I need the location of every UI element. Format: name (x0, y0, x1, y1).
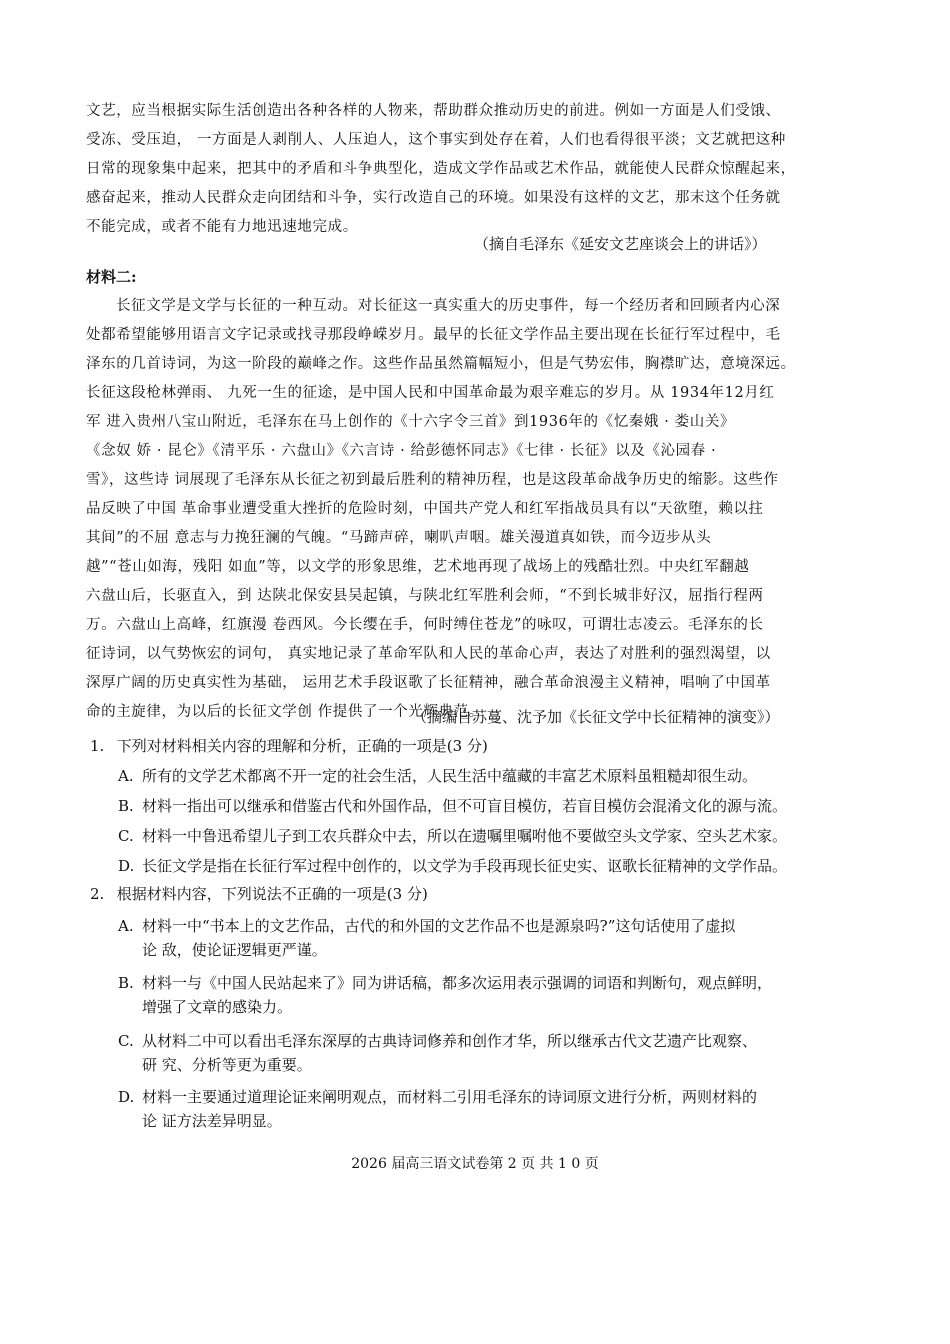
text-line: 雪》，这些诗 词展现了毛泽东从长征之初到最后胜利的精神历程，也是这段革命战争历史的缩影。这些作 (86, 472, 779, 488)
page-footer: 2026 届高三语文试卷第 2 页 共 1 0 页 (351, 1156, 599, 1172)
material2-source: （摘编自苏蔓、沈予加《长征文学中长征精神的演变》） (412, 708, 780, 726)
text-line: 军 进入贵州八宝山附近，毛泽东在马上创作的《十六字令三首》到1936年的《忆秦娥 · 娄山关》 (86, 414, 736, 430)
text-line: 越”“苍山如海，残阳 如血”等，以文学的形象思维，艺术地再现了战场上的残酷壮烈。中央红军翻越 (86, 559, 750, 575)
question-1-option-b[interactable] (118, 794, 858, 818)
question-1-option-d[interactable] (118, 854, 858, 878)
option-key: B. (118, 797, 134, 815)
option-text: 长征文学是指在长征行军过程中创作的，以文学为手段再现长征史实、讴歌长征精神的文学作品。 (142, 857, 788, 875)
question-2 (90, 883, 428, 905)
option-key: D. (118, 1088, 135, 1106)
material2-paragraph (86, 292, 864, 727)
text-line: 受冻、受压迫， 一方面是人剥削人、人压迫人，这个事实到处存在着，人们也看得很平淡；文艺就把这种 (86, 132, 786, 148)
text-line: 文艺，应当根据实际生活创造出各种各样的人物来，帮助群众推动历史的前进。例如一方面是人们受饿、 (86, 103, 781, 119)
text-line: 征诗词，以气势恢宏的词句， 真实地记录了革命军队和人民的革命心声，表达了对胜利的强烈渴望，以 (86, 646, 771, 662)
option-text-continued: 研 究、分析等更为重要。 (142, 1056, 312, 1074)
text-line: 命的主旋律，为以后的长征文学创 作提供了一个光辉典范。 (86, 704, 484, 720)
question-2-option-a[interactable] (118, 914, 858, 962)
question-1-option-a[interactable] (118, 764, 858, 788)
question-stem: 下列对材料相关内容的理解和分析，正确的一项是(3 分) (116, 737, 488, 755)
material2-heading: 材料二: (86, 268, 137, 286)
option-key: D. (118, 857, 135, 875)
text-line: 六盘山后，长驱直入，到 达陕北保安县吴起镇，与陕北红军胜利会师，“不到长城非好汉，屈指行程两 (86, 588, 764, 604)
text-line: 万。六盘山上高峰，红旗漫 卷西风。今长缨在手，何时缚住苍龙”的咏叹，可谓壮志凌云。毛泽东的长 (86, 617, 764, 633)
text-line: 感奋起来，推动人民群众走向团结和斗争，实行改造自己的环境。如果没有这样的文艺，那末这个任务就 (86, 190, 781, 206)
question-stem: 根据材料内容，下列说法不正确的一项是(3 分) (116, 885, 428, 903)
option-text: 材料一中“书本上的文艺作品，古代的和外国的文艺作品不也是源泉吗?”这句话使用了虚拟 (142, 917, 736, 935)
text-line: 处都希望能够用语言文字记录或找寻那段峥嵘岁月。最早的长征文学作品主要出现在长征行军过程中，毛 (86, 327, 781, 343)
option-key: A. (118, 917, 134, 935)
option-text: 从材料二中可以看出毛泽东深厚的古典诗词修养和创作才华，所以继承古代文艺遗产比观察、 (142, 1032, 758, 1050)
text-line: 《念奴 娇 · 昆仑》《清平乐 · 六盘山》《六言诗 · 给彭德怀同志》《七律 · 长征》以及《沁园春 · (86, 443, 717, 459)
material1-source: （摘自毛泽东《延安文艺座谈会上的讲话》） (474, 235, 767, 253)
option-text-continued: 论 敌，使论证逻辑更严谨。 (142, 941, 327, 959)
option-key: C. (118, 1032, 134, 1050)
option-text: 材料一主要通过道理论证来阐明观点，而材料二引用毛泽东的诗词原文进行分析，两则材料的 (142, 1088, 758, 1106)
material1-paragraph (86, 97, 864, 242)
text-line: 泽东的几首诗词，为这一阶段的巅峰之作。这些作品虽然篇幅短小，但是气势宏伟，胸襟旷达，意境深远。 (86, 356, 796, 372)
text-line: 长征文学是文学与长征的一种互动。对长征这一真实重大的历史事件，每一个经历者和回顾者内心深 (116, 298, 781, 314)
text-line: 不能完成，或者不能有力地迅速地完成。 (86, 219, 358, 235)
text-line: 日常的现象集中起来，把其中的矛盾和斗争典型化，造成文学作品或艺术作品，就能使人民群众惊醒起来， (86, 161, 796, 177)
option-key: C. (118, 827, 134, 845)
text-line: 长征这段枪林弹雨、 九死一生的征途，是中国人民和中国革命最为艰辛难忘的岁月。从 1934年12月红 (86, 385, 775, 401)
question-1-option-c[interactable] (118, 824, 858, 848)
option-text-continued: 论 证方法差异明显。 (142, 1112, 282, 1130)
text-line: 深厚广阔的历史真实性为基础， 运用艺术手段讴歌了长征精神，融合革命浪漫主义精神，唱响了中国革 (86, 675, 771, 691)
question-2-option-b[interactable] (118, 971, 858, 1019)
option-text: 材料一指出可以继承和借鉴古代和外国作品，但不可盲目模仿，若盲目模仿会混淆文化的源与流。 (142, 797, 788, 815)
question-1 (90, 735, 488, 757)
option-text: 材料一中鲁迅希望儿子到工农兵群众中去，所以在遗嘱里嘱咐他不要做空头文学家、空头艺术家。 (142, 827, 788, 845)
option-text: 材料一与《中国人民站起来了》同为讲话稿，都多次运用表示强调的词语和判断句，观点鲜明， (142, 974, 773, 992)
text-line: 品反映了中国 革命事业遭受重大挫折的危险时刻，中国共产党人和红军指战员具有以“天欲堕，赖以拄 (86, 501, 764, 517)
option-text: 所有的文学艺术都离不开一定的社会生活，人民生活中蕴藏的丰富艺术原料虽粗糙却很生动。 (142, 767, 758, 785)
question-number: 2. (90, 885, 105, 903)
option-key: A. (118, 767, 134, 785)
question-number: 1. (90, 737, 105, 755)
option-key: B. (118, 974, 134, 992)
text-line: 其间”的不屈 意志与力挽狂澜的气魄。“马蹄声碎，喇叭声咽。雄关漫道真如铁，而今迈步从头 (86, 530, 712, 546)
option-text-continued: 增强了文章的感染力。 (142, 998, 293, 1016)
question-2-option-c[interactable] (118, 1029, 858, 1077)
question-2-option-d[interactable] (118, 1085, 858, 1133)
